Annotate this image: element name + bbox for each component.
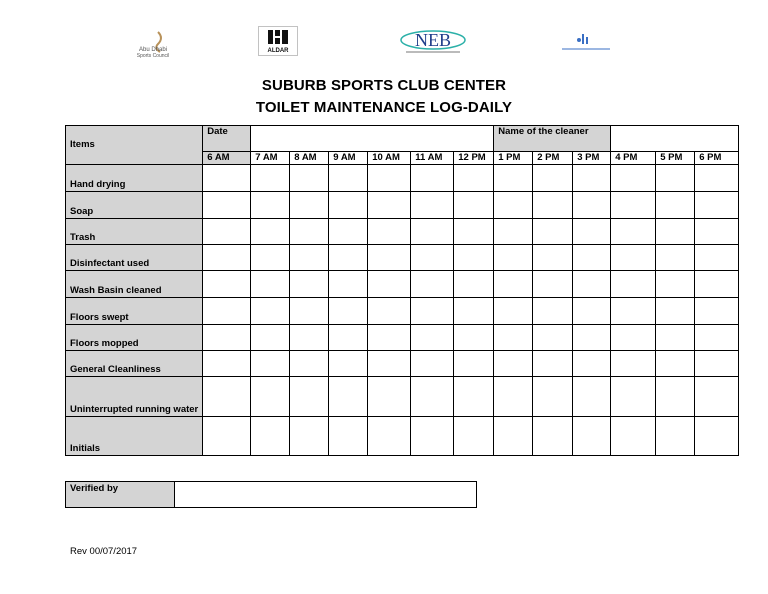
log-cell[interactable] — [533, 245, 573, 271]
log-cell[interactable] — [533, 271, 573, 298]
log-cell[interactable] — [368, 245, 411, 271]
item-label: General Cleanliness — [66, 351, 203, 377]
log-cell[interactable] — [695, 271, 739, 298]
time-header-8am: 8 AM — [290, 152, 329, 165]
item-label: Floors mopped — [66, 325, 203, 351]
aldar-logo-text: ALDAR — [267, 48, 289, 54]
adsc-logo-text-1: Abu Dhabi — [138, 47, 168, 53]
log-cell[interactable] — [494, 165, 533, 192]
log-cell[interactable] — [533, 351, 573, 377]
table-row — [66, 417, 739, 456]
log-cell[interactable] — [494, 245, 533, 271]
log-cell[interactable] — [251, 245, 290, 271]
table-row — [66, 192, 739, 219]
log-cell[interactable] — [494, 325, 533, 351]
table-row — [66, 351, 739, 377]
log-cell[interactable] — [329, 417, 368, 456]
time-header-1pm: 1 PM — [494, 152, 533, 165]
log-cell[interactable] — [251, 298, 290, 325]
log-cell[interactable] — [454, 245, 494, 271]
log-cell[interactable] — [411, 271, 454, 298]
log-cell[interactable] — [695, 351, 739, 377]
log-cell[interactable] — [290, 245, 329, 271]
log-cell[interactable] — [611, 165, 656, 192]
table-row — [66, 377, 739, 417]
log-cell[interactable] — [251, 165, 290, 192]
abu-dhabi-sports-council-logo — [128, 30, 178, 58]
log-cell[interactable] — [368, 219, 411, 245]
log-cell[interactable] — [251, 192, 290, 219]
log-cell[interactable] — [611, 245, 656, 271]
log-cell[interactable] — [533, 377, 573, 417]
item-label: Disinfectant used — [66, 245, 203, 271]
log-cell[interactable] — [695, 192, 739, 219]
log-cell[interactable] — [203, 417, 251, 456]
log-cell[interactable] — [494, 219, 533, 245]
date-field[interactable] — [251, 126, 494, 152]
log-cell[interactable] — [329, 271, 368, 298]
dmc-logo — [560, 32, 612, 54]
log-cell[interactable] — [411, 192, 454, 219]
log-cell[interactable] — [290, 165, 329, 192]
log-cell[interactable] — [251, 351, 290, 377]
log-cell[interactable] — [251, 219, 290, 245]
log-cell[interactable] — [411, 298, 454, 325]
log-cell[interactable] — [611, 351, 656, 377]
items-header: Items — [66, 126, 203, 165]
log-cell[interactable] — [611, 298, 656, 325]
log-cell[interactable] — [203, 377, 251, 417]
log-cell[interactable] — [573, 219, 611, 245]
log-cell[interactable] — [656, 325, 695, 351]
log-cell[interactable] — [494, 192, 533, 219]
log-cell[interactable] — [656, 417, 695, 456]
table-row — [66, 298, 739, 325]
neb-logo-text: NEB — [415, 30, 451, 50]
log-cell[interactable] — [611, 271, 656, 298]
log-cell[interactable] — [573, 325, 611, 351]
log-cell[interactable] — [203, 325, 251, 351]
log-cell[interactable] — [454, 298, 494, 325]
time-header-3pm: 3 PM — [573, 152, 611, 165]
log-cell[interactable] — [656, 245, 695, 271]
neb-logo — [398, 27, 468, 55]
log-cell[interactable] — [695, 245, 739, 271]
log-cell[interactable] — [695, 298, 739, 325]
item-label: Initials — [66, 417, 203, 456]
log-cell[interactable] — [695, 165, 739, 192]
log-cell[interactable] — [203, 192, 251, 219]
log-cell[interactable] — [368, 377, 411, 417]
log-cell[interactable] — [411, 325, 454, 351]
log-cell[interactable] — [203, 271, 251, 298]
log-cell[interactable] — [573, 298, 611, 325]
time-header-10am: 10 AM — [368, 152, 411, 165]
log-cell[interactable] — [329, 325, 368, 351]
revision-note: Rev 00/07/2017 — [70, 546, 138, 557]
table-row — [66, 325, 739, 351]
verified-by-field[interactable] — [175, 482, 477, 508]
log-cell[interactable] — [290, 192, 329, 219]
item-label: Uninterrupted running water — [66, 377, 203, 417]
log-cell[interactable] — [533, 165, 573, 192]
log-cell[interactable] — [368, 165, 411, 192]
log-cell[interactable] — [411, 417, 454, 456]
log-cell[interactable] — [203, 245, 251, 271]
log-cell[interactable] — [368, 417, 411, 456]
log-cell[interactable] — [573, 351, 611, 377]
log-cell[interactable] — [368, 325, 411, 351]
table-row — [66, 245, 739, 271]
log-cell[interactable] — [454, 417, 494, 456]
log-cell[interactable] — [329, 245, 368, 271]
cleaner-name-field[interactable] — [611, 126, 739, 152]
log-cell[interactable] — [656, 351, 695, 377]
item-label: Wash Basin cleaned — [66, 271, 203, 298]
item-label: Soap — [66, 192, 203, 219]
log-cell[interactable] — [411, 245, 454, 271]
log-cell[interactable] — [656, 219, 695, 245]
log-cell[interactable] — [533, 325, 573, 351]
log-cell[interactable] — [329, 192, 368, 219]
log-cell[interactable] — [494, 417, 533, 456]
log-cell[interactable] — [494, 271, 533, 298]
log-cell[interactable] — [573, 377, 611, 417]
log-cell[interactable] — [611, 192, 656, 219]
log-cell[interactable] — [203, 219, 251, 245]
log-cell[interactable] — [290, 219, 329, 245]
log-cell[interactable] — [329, 219, 368, 245]
log-cell[interactable] — [203, 351, 251, 377]
log-cell[interactable] — [611, 219, 656, 245]
cleaner-name-label: Name of the cleaner — [494, 126, 611, 152]
verification-table — [65, 481, 477, 508]
time-header-4pm: 4 PM — [611, 152, 656, 165]
log-cell[interactable] — [329, 298, 368, 325]
log-cell[interactable] — [573, 192, 611, 219]
time-header-7am: 7 AM — [251, 152, 290, 165]
log-cell[interactable] — [611, 325, 656, 351]
log-cell[interactable] — [290, 298, 329, 325]
log-cell[interactable] — [454, 325, 494, 351]
log-cell[interactable] — [533, 298, 573, 325]
log-cell[interactable] — [454, 165, 494, 192]
log-cell[interactable] — [454, 192, 494, 219]
log-cell[interactable] — [203, 298, 251, 325]
log-cell[interactable] — [290, 271, 329, 298]
log-cell[interactable] — [290, 351, 329, 377]
adsc-logo-text-2: Sports Council — [136, 53, 170, 58]
maintenance-log-table — [65, 125, 739, 456]
log-cell[interactable] — [329, 351, 368, 377]
log-cell[interactable] — [290, 417, 329, 456]
log-cell[interactable] — [533, 417, 573, 456]
log-cell[interactable] — [695, 417, 739, 456]
log-cell[interactable] — [533, 219, 573, 245]
log-cell[interactable] — [494, 377, 533, 417]
time-header-11am: 11 AM — [411, 152, 454, 165]
log-cell[interactable] — [368, 298, 411, 325]
verified-by-label: Verified by — [66, 482, 175, 508]
log-cell[interactable] — [494, 351, 533, 377]
log-cell[interactable] — [454, 377, 494, 417]
aldar-logo — [258, 26, 298, 56]
time-header-12pm: 12 PM — [454, 152, 494, 165]
page-title-line-2: TOILET MAINTENANCE LOG-DAILY — [255, 99, 513, 116]
log-cell[interactable] — [573, 271, 611, 298]
log-cell[interactable] — [368, 192, 411, 219]
log-cell[interactable] — [368, 271, 411, 298]
page-title-line-1: SUBURB SPORTS CLUB CENTER — [261, 77, 507, 94]
log-cell[interactable] — [290, 377, 329, 417]
log-cell[interactable] — [533, 192, 573, 219]
table-row — [66, 165, 739, 192]
time-header-2pm: 2 PM — [533, 152, 573, 165]
log-cell[interactable] — [411, 377, 454, 417]
table-row — [66, 219, 739, 245]
log-cell[interactable] — [454, 219, 494, 245]
log-cell[interactable] — [329, 165, 368, 192]
log-cell[interactable] — [573, 245, 611, 271]
log-cell[interactable] — [251, 325, 290, 351]
log-cell[interactable] — [573, 417, 611, 456]
log-cell[interactable] — [695, 325, 739, 351]
log-cell[interactable] — [494, 298, 533, 325]
item-label: Hand drying — [66, 165, 203, 192]
log-cell[interactable] — [656, 192, 695, 219]
item-label: Trash — [66, 219, 203, 245]
log-cell[interactable] — [251, 377, 290, 417]
log-cell[interactable] — [454, 351, 494, 377]
log-cell[interactable] — [251, 271, 290, 298]
log-cell[interactable] — [368, 351, 411, 377]
log-cell[interactable] — [573, 165, 611, 192]
log-cell[interactable] — [656, 298, 695, 325]
log-cell[interactable] — [411, 165, 454, 192]
table-row — [66, 271, 739, 298]
time-header-6pm: 6 PM — [695, 152, 739, 165]
log-cell[interactable] — [454, 271, 494, 298]
log-cell[interactable] — [656, 377, 695, 417]
log-cell[interactable] — [656, 271, 695, 298]
log-cell[interactable] — [290, 325, 329, 351]
log-cell[interactable] — [611, 417, 656, 456]
time-header-9am: 9 AM — [329, 152, 368, 165]
log-cell[interactable] — [251, 417, 290, 456]
date-label: Date — [203, 126, 251, 152]
time-header-5pm: 5 PM — [656, 152, 695, 165]
log-cell[interactable] — [203, 165, 251, 192]
log-cell[interactable] — [411, 351, 454, 377]
log-cell[interactable] — [411, 219, 454, 245]
log-cell[interactable] — [611, 377, 656, 417]
log-cell[interactable] — [329, 377, 368, 417]
log-cell[interactable] — [695, 219, 739, 245]
item-label: Floors swept — [66, 298, 203, 325]
time-header-6am: 6 AM — [203, 152, 251, 165]
log-cell[interactable] — [656, 165, 695, 192]
log-cell[interactable] — [695, 377, 739, 417]
